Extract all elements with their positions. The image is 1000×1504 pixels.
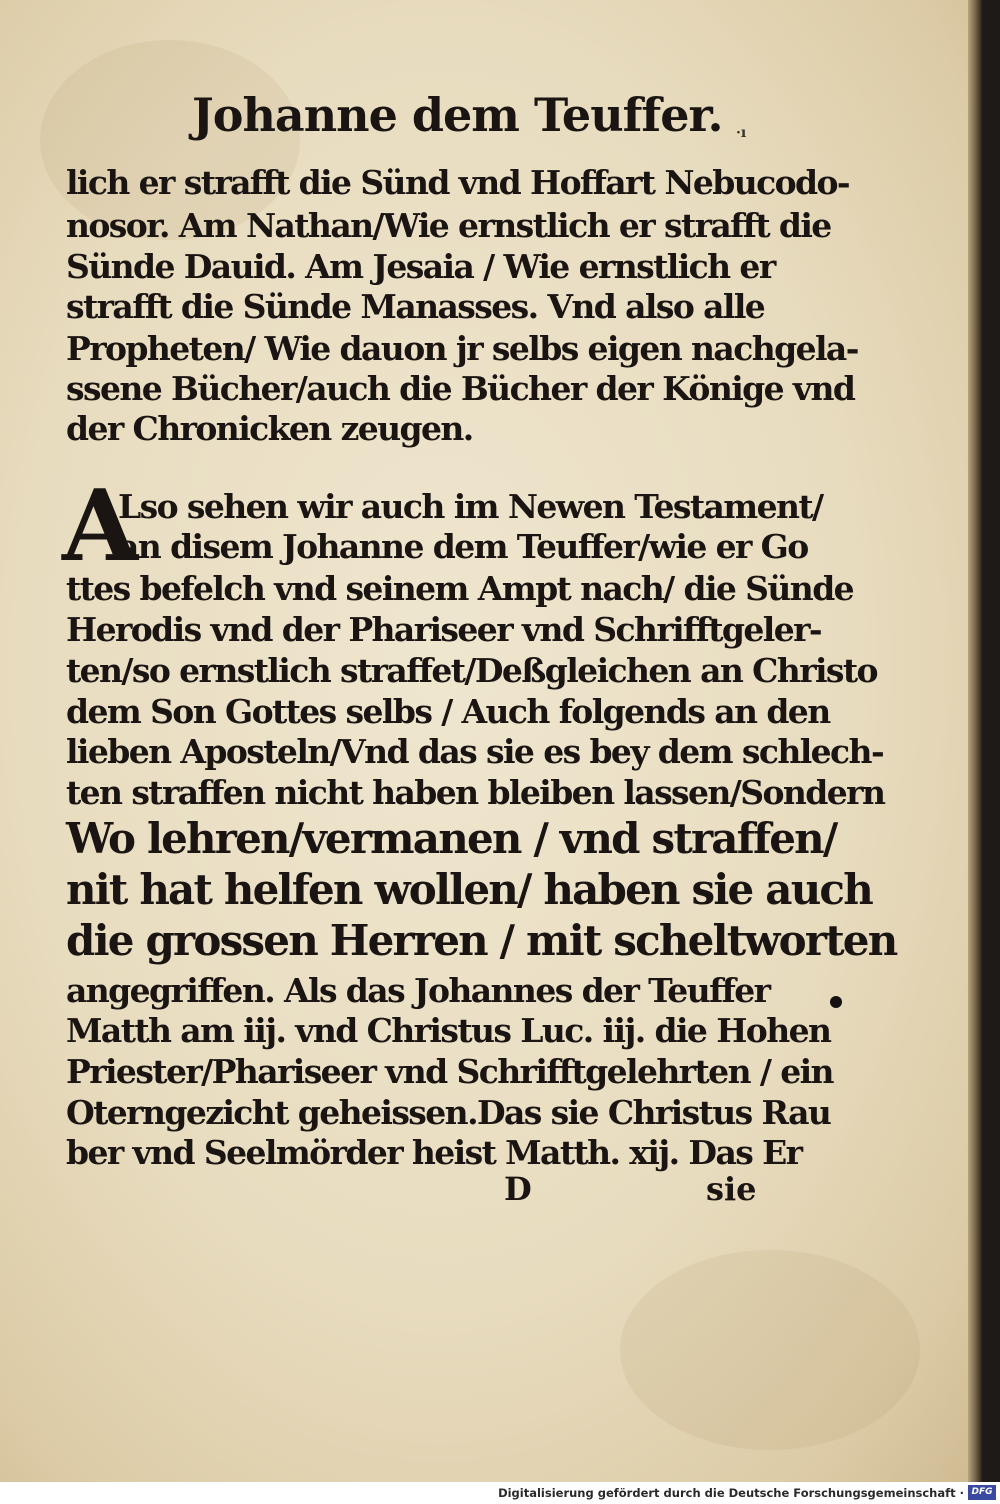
text-line: Priester/Phariseer vnd Schrifftgelehrten / ein: [66, 1052, 833, 1091]
text-line: strafft die Sünde Manasses. Vnd also alle: [66, 287, 765, 326]
signature-mark: D: [504, 1170, 532, 1208]
paper-stain: [620, 1250, 920, 1450]
text-line-large: die grossen Herren / mit scheltworten: [66, 916, 897, 965]
text-line: Oterngezicht geheissen.Das sie Christus Rau: [66, 1093, 831, 1132]
text-line: an disem Johanne dem Teuffer/wie er Go: [118, 527, 808, 566]
catchword: sie: [706, 1170, 757, 1208]
text-line: ten/so ernstlich straffet/Deßgleichen an Christo: [66, 651, 877, 690]
footer-bar: [0, 1482, 1000, 1504]
drop-cap: A: [62, 469, 139, 584]
text-line: Propheten/ Wie dauon jr selbs eigen nachgela-: [66, 329, 858, 368]
text-line: der Chronicken zeugen.: [66, 409, 473, 448]
text-line: nosor. Am Nathan/Wie ernstlich er strafft die: [66, 206, 831, 245]
text-line: dem Son Gottes selbs / Auch folgends an den: [66, 692, 830, 731]
text-line: ber vnd Seelmörder heist Matth. xij. Das Er: [66, 1133, 802, 1172]
ink-dot: [830, 996, 842, 1008]
header-mark: ·ı: [736, 125, 747, 141]
text-line: Herodis vnd der Phariseer vnd Schrifftgeler-: [66, 610, 821, 649]
text-line: Lso sehen wir auch im Newen Testament/: [118, 487, 823, 526]
text-line: ssene Bücher/auch die Bücher der Könige vnd: [66, 369, 855, 408]
dfg-logo: DFG: [968, 1485, 996, 1500]
text-line: Matth am iij. vnd Christus Luc. iij. die Hohen: [66, 1011, 831, 1050]
funding-credit: Digitalisierung gefördert durch die Deutsche Forschungsgemeinschaft ·: [498, 1486, 964, 1500]
text-line: ttes befelch vnd seinem Ampt nach/ die Sünde: [66, 569, 854, 608]
text-line: ten straffen nicht haben bleiben lassen/Sondern: [66, 773, 885, 812]
text-line-large: nit hat helfen wollen/ haben sie auch: [66, 865, 872, 914]
text-line: lich er strafft die Sünd vnd Hoffart Nebucodo-: [66, 163, 850, 202]
text-line: lieben Aposteln/Vnd das sie es bey dem schlech-: [66, 732, 884, 771]
text-line: Sünde Dauid. Am Jesaia / Wie ernstlich er: [66, 247, 775, 286]
text-line-large: Wo lehren/vermanen / vnd straffen/: [66, 814, 837, 863]
text-line: angegriffen. Als das Johannes der Teuffer: [66, 971, 770, 1010]
running-header: Johanne dem Teuffer.: [192, 88, 723, 142]
page-edge-shadow: [968, 0, 982, 1482]
